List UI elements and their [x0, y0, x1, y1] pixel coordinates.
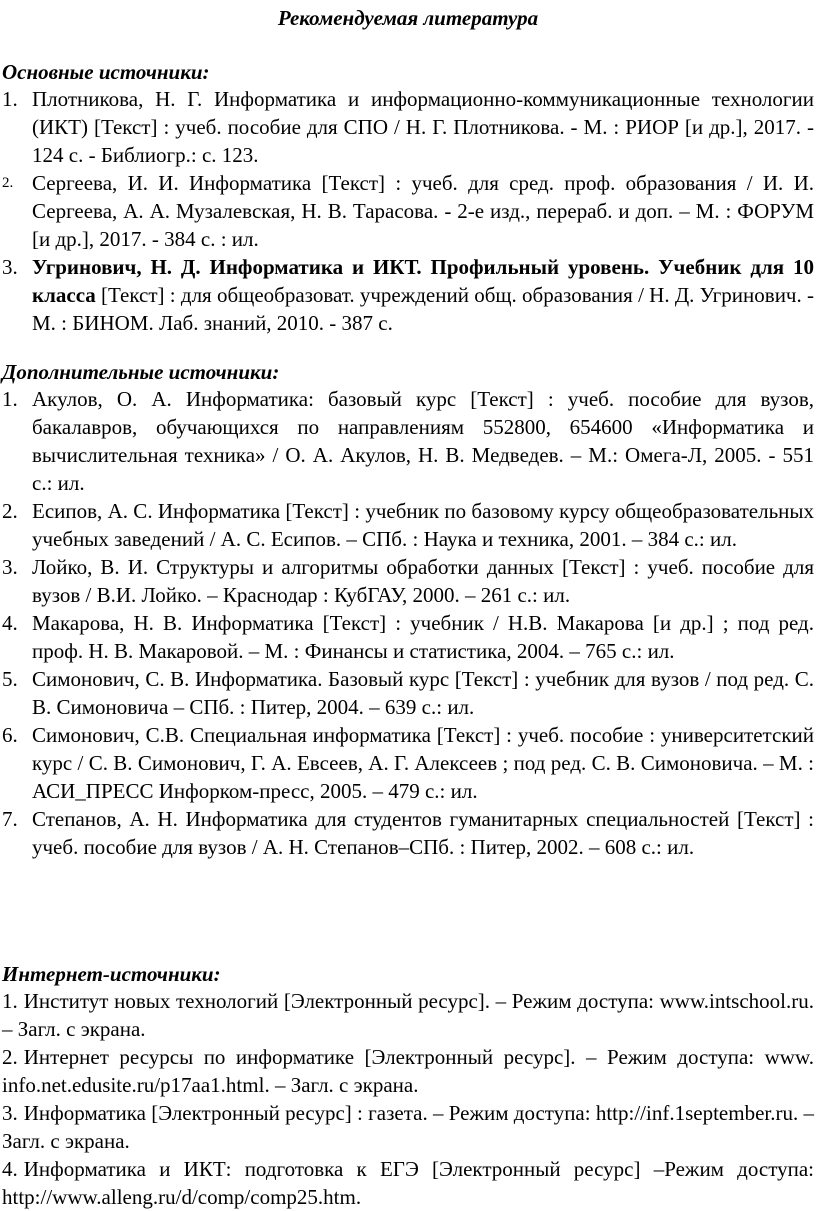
list-item — [2, 169, 814, 253]
additional-sources-list — [2, 385, 814, 861]
item-text: Симонович, С.В. Специальная информатика [Текст] : учеб. пособие : университетский курс / С. В. Симонович, Г. А. Евсеев, А. Г. Алексеев ; под ред. С. В. Симоновича. – М. : АСИ_ПРЕСС Инфорком-пресс, 2005. – 479 с.: ил. — [32, 723, 814, 803]
list-item — [2, 1155, 814, 1211]
item-number: 3. — [2, 255, 18, 279]
additional-sources-heading: Дополнительные источники: — [2, 360, 280, 384]
list-item — [2, 987, 814, 1043]
list-item — [2, 721, 814, 805]
list-item — [2, 497, 814, 553]
item-number: 6. — [2, 723, 18, 747]
list-item — [2, 665, 814, 721]
item-text: Макарова, Н. В. Информатика [Текст] : учебник / Н.В. Макарова [и др.] ; под ред. проф. Н. В. Макаровой. – М. : Финансы и статистика, 2004. – 765 с.: ил. — [32, 611, 814, 663]
item-text: Интернет ресурсы по информатике [Электронный ресурс]. – Режим доступа: www. info.net.edusite.ru/p17aa1.html. – Загл. с экрана. — [2, 1045, 814, 1097]
main-sources-heading: Основные источники: — [2, 60, 210, 84]
list-item — [2, 385, 814, 497]
main-sources-list — [2, 85, 814, 337]
item-text: Сергеева, И. И. Информатика [Текст] : учеб. для сред. проф. образования / И. И. Сергеева, А. А. Музалевская, Н. В. Тарасова. - 2-е изд., перераб. и доп. – М. : ФОРУМ [и др.], 2017. - 384 с. : ил. — [32, 171, 814, 251]
item-text: Симонович, С. В. Информатика. Базовый курс [Текст] : учебник для вузов / под ред. С. В. Симоновича – СПб. : Питер, 2004. – 639 с.: ил. — [32, 667, 814, 719]
item-number: 1. — [2, 87, 18, 111]
item-text: Информатика и ИКТ: подготовка к ЕГЭ [Электронный ресурс] –Режим доступа: http://www.alleng.ru/d/comp/comp25.htm. — [2, 1157, 814, 1209]
item-text: Есипов, А. С. Информатика [Текст] : учебник по базовому курсу общеобразовательных учебных заведений / А. С. Есипов. – СПб. : Наука и техника, 2001. – 384 с.: ил. — [32, 499, 814, 551]
item-text: Информатика [Электронный ресурс] : газета. – Режим доступа: http://inf.1september.ru. – Загл. с экрана. — [2, 1101, 814, 1153]
item-text: Акулов, О. А. Информатика: базовый курс [Текст] : учеб. пособие для вузов, бакалавров, обучающихся по направлениям 552800, 654600 «Информатика и вычислительная техника» / О. А. Акулов, Н. В. Медведев. – М.: Омега-Л, 2005. - 551 с.: ил. — [32, 387, 814, 495]
item-text: Лойко, В. И. Структуры и алгоритмы обработки данных [Текст] : учеб. пособие для вузов / В.И. Лойко. – Краснодар : КубГАУ, 2000. – 261 с.: ил. — [32, 555, 814, 607]
internet-sources-list — [2, 987, 814, 1211]
item-text: [Текст] : для общеобразоват. учреждений общ. образования / Н. Д. Угринович. - М. : БИНОМ. Лаб. знаний, 2010. - 387 с. — [32, 283, 814, 335]
item-text: Институт новых технологий [Электронный ресурс]. – Режим доступа: www.intschool.ru. – Загл. с экрана. — [2, 989, 814, 1041]
list-item — [2, 85, 814, 169]
item-number: 2. — [2, 1045, 18, 1069]
list-item — [2, 805, 814, 861]
document-title: Рекомендуемая литература — [277, 6, 539, 30]
list-item — [2, 1099, 814, 1155]
item-number: 3. — [2, 555, 18, 579]
item-number: 4. — [2, 1157, 18, 1181]
item-number: 1. — [2, 989, 18, 1013]
item-number: 2. — [2, 499, 18, 523]
internet-sources-heading: Интернет-источники: — [2, 962, 221, 986]
list-item — [2, 553, 814, 609]
item-number: 4. — [2, 611, 18, 635]
list-item — [2, 253, 814, 337]
item-text: Плотникова, Н. Г. Информатика и информационно-коммуникационные технологии (ИКТ) [Текст] : учеб. пособие для СПО / Н. Г. Плотникова. - М. : РИОР [и др.], 2017. - 124 с. - Библиогр.: с. 123. — [32, 87, 814, 167]
item-number: 5. — [2, 667, 18, 691]
item-number: 7. — [2, 807, 18, 831]
item-number: 3. — [2, 1101, 18, 1125]
list-item — [2, 1043, 814, 1099]
item-number: 1. — [2, 387, 18, 411]
item-text: Степанов, А. Н. Информатика для студентов гуманитарных специальностей [Текст] : учеб. пособие для вузов / А. Н. Степанов–СПб. : Питер, 2002. – 608 с.: ил. — [32, 807, 814, 859]
item-number: 2. — [2, 175, 14, 191]
list-item — [2, 609, 814, 665]
item-bold-title: Угринович, Н. Д. Информатика и ИКТ. Профильный уровень. Учебник для 10 класса — [32, 255, 814, 307]
